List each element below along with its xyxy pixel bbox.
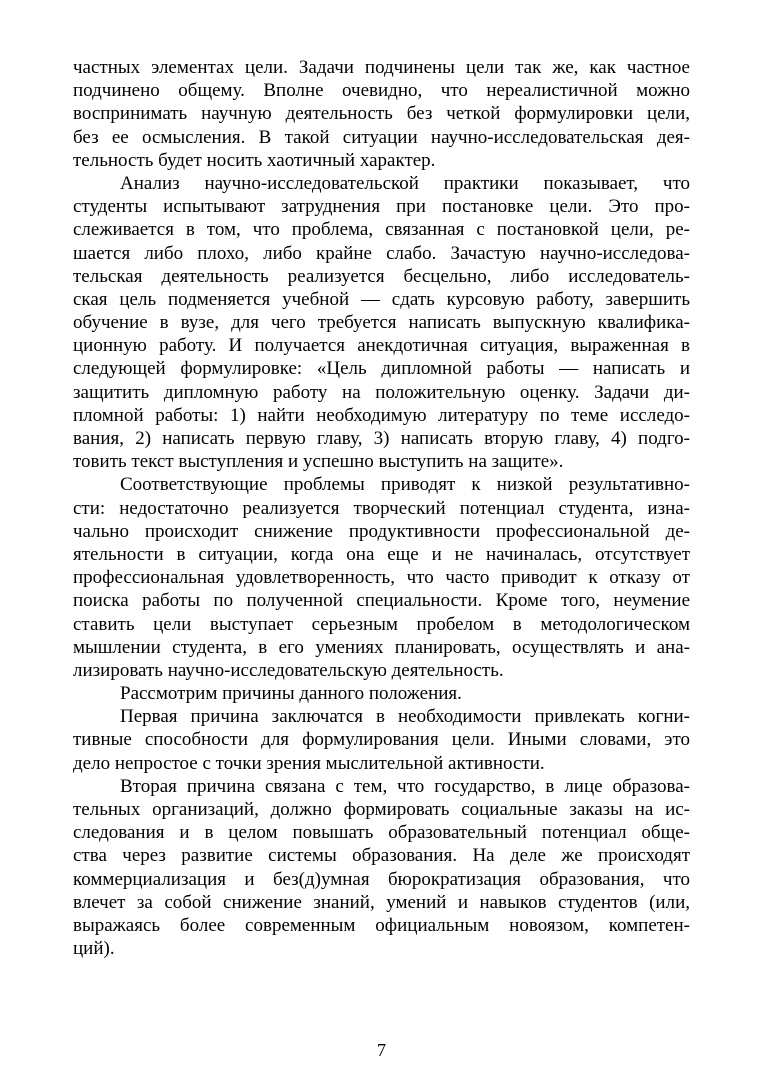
text-line: частных элементах цели. Задачи подчинены цели так же, как частное bbox=[73, 57, 690, 78]
text-line: сти: недостаточно реализуется творческий потенциал студента, изна- bbox=[73, 497, 690, 519]
text-line: коммерциализация и без(д)умная бюрократизация образования, что bbox=[73, 868, 690, 890]
text-line: товить текст выступления и успешно выступить на защите». bbox=[73, 451, 564, 473]
text-line: следующей формулировке: «Цель дипломной работы — написать и bbox=[73, 358, 690, 380]
text-line: студенты испытывают затруднения при постановке цели. Это про- bbox=[73, 196, 690, 218]
text-line: тельных организаций, должно формировать социальные заказы на ис- bbox=[73, 799, 690, 820]
text-line: мышлении студента, в его умениях планировать, осуществлять и ана- bbox=[73, 636, 690, 658]
text-line: без ее осмысления. В такой ситуации научно-исследовательская дея- bbox=[73, 126, 690, 148]
text-line: ятельности в ситуации, когда она еще и не начиналась, отсутствует bbox=[73, 543, 690, 565]
paragraph-3 bbox=[73, 473, 690, 682]
text-line: воспринимать научную деятельность без четкой формулировки цели, bbox=[73, 103, 690, 125]
text-line: шается либо плохо, либо крайне слабо. Зачастую научно-исследова- bbox=[73, 242, 690, 264]
text-line: Первая причина заключатся в необходимости привлекать когни- bbox=[120, 706, 690, 728]
text-line: вания, 2) написать первую главу, 3) написать вторую главу, 4) подго- bbox=[73, 428, 690, 449]
text-line: ций). bbox=[73, 938, 115, 960]
page-number: 7 bbox=[377, 1040, 386, 1060]
text-line: влечет за собой снижение знаний, умений и навыков студентов (или, bbox=[73, 891, 690, 913]
text-line: тельность будет носить хаотичный характер. bbox=[73, 149, 436, 171]
text-line: выражаясь более современным официальным новоязом, компетен- bbox=[73, 914, 690, 936]
text-line: тельская деятельность реализуется бесцельно, либо исследователь- bbox=[73, 265, 690, 287]
text-line: поиска работы по полученной специальности. Кроме того, неумение bbox=[73, 590, 690, 612]
text-line: слеживается в том, что проблема, связанная с постановкой цели, ре- bbox=[73, 219, 690, 241]
text-line: пломной работы: 1) найти необходимую литературу по теме исследо- bbox=[73, 404, 690, 426]
page-body bbox=[73, 56, 690, 960]
paragraph-2 bbox=[73, 172, 690, 473]
text-line: ционную работу. И получается анекдотичная ситуация, выраженная в bbox=[73, 335, 690, 357]
text-line: лизировать научно-исследовательскую деятельность. bbox=[73, 659, 504, 681]
text-line: ская цель подменяется учебной — сдать курсовую работу, завершить bbox=[73, 288, 690, 310]
paragraph-6 bbox=[73, 775, 690, 961]
paragraph-4 bbox=[73, 682, 690, 705]
text-line: следования и в целом повышать образовательный потенциал обще- bbox=[73, 822, 690, 844]
text-line: защитить дипломную работу на положительную оценку. Задачи ди- bbox=[73, 381, 690, 403]
text-line: чально происходит снижение продуктивности профессиональной де- bbox=[73, 520, 690, 542]
text-line: подчинено общему. Вполне очевидно, что нереалистичной можно bbox=[73, 80, 690, 102]
text-line: ставить цели выступает серьезным пробелом в методологическом bbox=[73, 613, 690, 635]
paragraph-1 bbox=[73, 56, 690, 172]
text-line: Вторая причина связана с тем, что государство, в лице образова- bbox=[120, 775, 690, 797]
text-line: профессиональная удовлетворенность, что часто приводит к отказу от bbox=[73, 567, 690, 589]
text-line: дело непростое с точки зрения мыслительной активности. bbox=[73, 752, 545, 774]
text-line: Рассмотрим причины данного положения. bbox=[120, 683, 462, 705]
paragraph-5 bbox=[73, 705, 690, 775]
text-line: Анализ научно-исследовательской практики показывает, что bbox=[120, 172, 690, 194]
text-line: ства через развитие системы образования. На деле же происходят bbox=[73, 845, 690, 867]
text-line: обучение в вузе, для чего требуется написать выпускную квалифика- bbox=[73, 312, 690, 334]
text-line: Соответствующие проблемы приводят к низкой результативно- bbox=[120, 474, 690, 496]
text-line: тивные способности для формулирования цели. Иными словами, это bbox=[73, 729, 690, 751]
